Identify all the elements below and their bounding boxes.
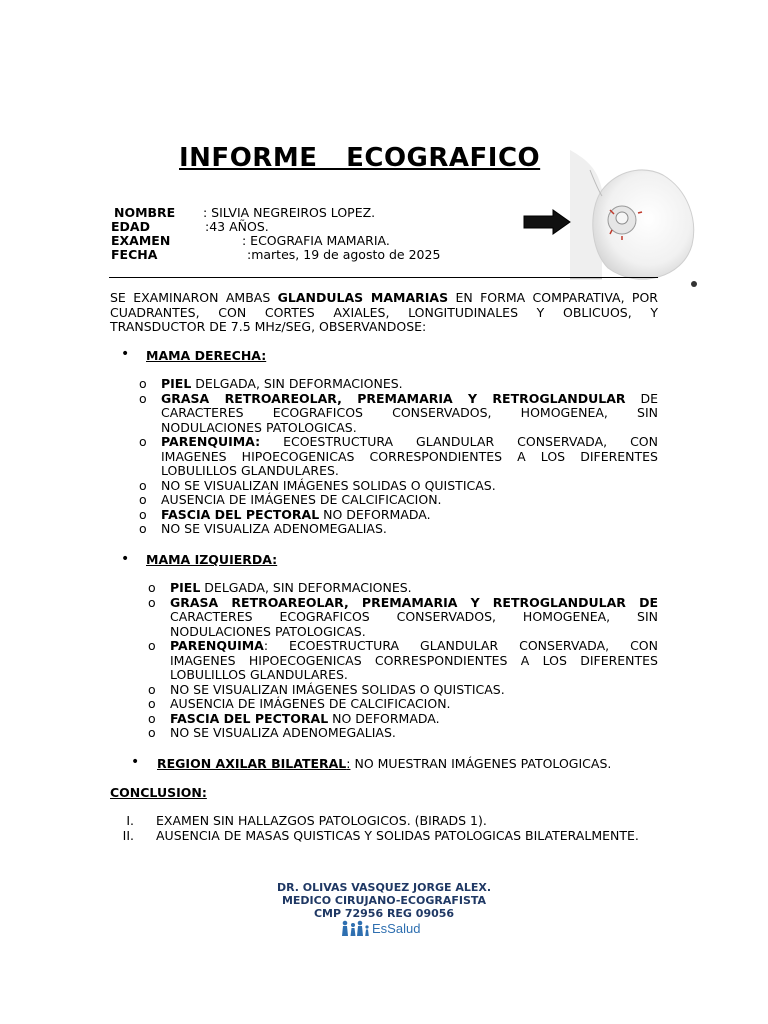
nombre-value: : SILVIA NEGREIROS LOPEZ.: [203, 205, 376, 220]
essalud-logo: [340, 919, 420, 937]
list-item: o FASCIA DEL PECTORAL NO DEFORMADA.: [148, 710, 440, 726]
edad-value: :43 AÑOS.: [205, 219, 269, 234]
list-item: o NO SE VISUALIZA ADENOMEGALIAS.: [139, 521, 387, 536]
list-item: o NO SE VISUALIZA ADENOMEGALIAS.: [148, 725, 396, 740]
right-breast-heading: MAMA DERECHA:: [146, 348, 267, 363]
bullet-icon: •: [121, 346, 130, 362]
fecha-value: :martes, 19 de agosto de 2025: [247, 247, 441, 262]
conclusion-heading: CONCLUSION:: [110, 785, 207, 800]
fecha-label: FECHA: [111, 247, 158, 262]
right-breast-list: [139, 376, 659, 537]
doctor-name: DR. OLIVAS VASQUEZ JORGE ALEX.: [276, 881, 492, 894]
list-item: o PIEL DELGADA, SIN DEFORMACIONES.: [139, 376, 403, 391]
list-item: o FASCIA DEL PECTORAL NO DEFORMADA.: [139, 506, 431, 522]
axilar-region: REGION AXILAR BILATERAL: NO MUESTRAN IMÁGENES PATOLOGICAS.: [157, 756, 612, 771]
list-item: o AUSENCIA DE IMÁGENES DE CALCIFICACION.: [148, 696, 451, 711]
doctor-registry: CMP 72956 REG 09056: [313, 907, 455, 920]
list-item: o GRASA RETROAREOLAR, PREMAMARIA Y RETROGLANDULAR DE CARACTERES ECOGRAFICOS CONSERVADOS, HOMOGENEA, SIN NODULACIONES PATOLOGICAS.: [148, 594, 658, 639]
breast-drawing-icon: [568, 150, 700, 290]
examen-label: EXAMEN: [111, 233, 171, 248]
list-item: o AUSENCIA DE IMÁGENES DE CALCIFICACION.: [139, 492, 442, 507]
intro-line-2: CUADRANTES, CON CORTES AXIALES, LONGITUDINALES Y OBLICUOS, Y: [110, 304, 658, 320]
signature-block: [0, 881, 768, 920]
nombre-label: NOMBRE: [114, 205, 176, 220]
list-item: o PARENQUIMA: ECOESTRUCTURA GLANDULAR CONSERVADA, CON IMAGENES HIPOECOGENICAS CORRESPONDIENTES A LOS DIFERENTES LOBULILLOS GLANDULARES.: [139, 434, 658, 478]
examen-value: : ECOGRAFIA MAMARIA.: [242, 233, 390, 248]
right-arrow-icon: [523, 209, 571, 238]
breast-illustration: [568, 150, 700, 290]
list-item: o GRASA RETROAREOLAR, PREMAMARIA Y RETROGLANDULAR DE CARACTERES ECOGRAFICOS CONSERVADOS, HOMOGENEA, SIN NODULACIONES PATOLOGICAS.: [139, 390, 659, 435]
list-number: II.: [122, 828, 134, 843]
intro-line-1: SE EXAMINARON AMBAS GLANDULAS MAMARIAS EN FORMA COMPARATIVA, POR: [110, 290, 658, 305]
logo-text: EsSalud: [372, 920, 421, 936]
intro-paragraph: [110, 291, 658, 335]
left-breast-list: [148, 580, 658, 741]
bullet-icon: •: [121, 551, 130, 567]
list-number: I.: [126, 813, 134, 828]
report-title: INFORME ECOGRAFICO: [179, 143, 541, 173]
list-item: o NO SE VISUALIZAN IMÁGENES SOLIDAS O QUISTICAS.: [148, 681, 505, 697]
edad-label: EDAD: [111, 219, 150, 234]
list-item: o PARENQUIMA: ECOESTRUCTURA GLANDULAR CONSERVADA, CON IMAGENES HIPOECOGENICAS CORRESPONDIENTES A LOS DIFERENTES LOBULILLOS GLANDULARES.: [148, 638, 658, 682]
intro-line-3: TRANSDUCTOR DE 7.5 MHz/SEG, OBSERVANDOSE:: [110, 319, 427, 334]
dot-icon: [691, 281, 697, 287]
doctor-title: MEDICO CIRUJANO-ECOGRAFISTA: [281, 894, 487, 907]
left-breast-heading: MAMA IZQUIERDA:: [146, 552, 278, 567]
header-divider: [109, 277, 658, 278]
list-item: o NO SE VISUALIZAN IMÁGENES SOLIDAS O QUISTICAS.: [139, 477, 496, 493]
bullet-icon: •: [131, 754, 140, 770]
family-logo-icon: [340, 920, 370, 936]
list-item: o PIEL DELGADA, SIN DEFORMACIONES.: [148, 580, 412, 595]
